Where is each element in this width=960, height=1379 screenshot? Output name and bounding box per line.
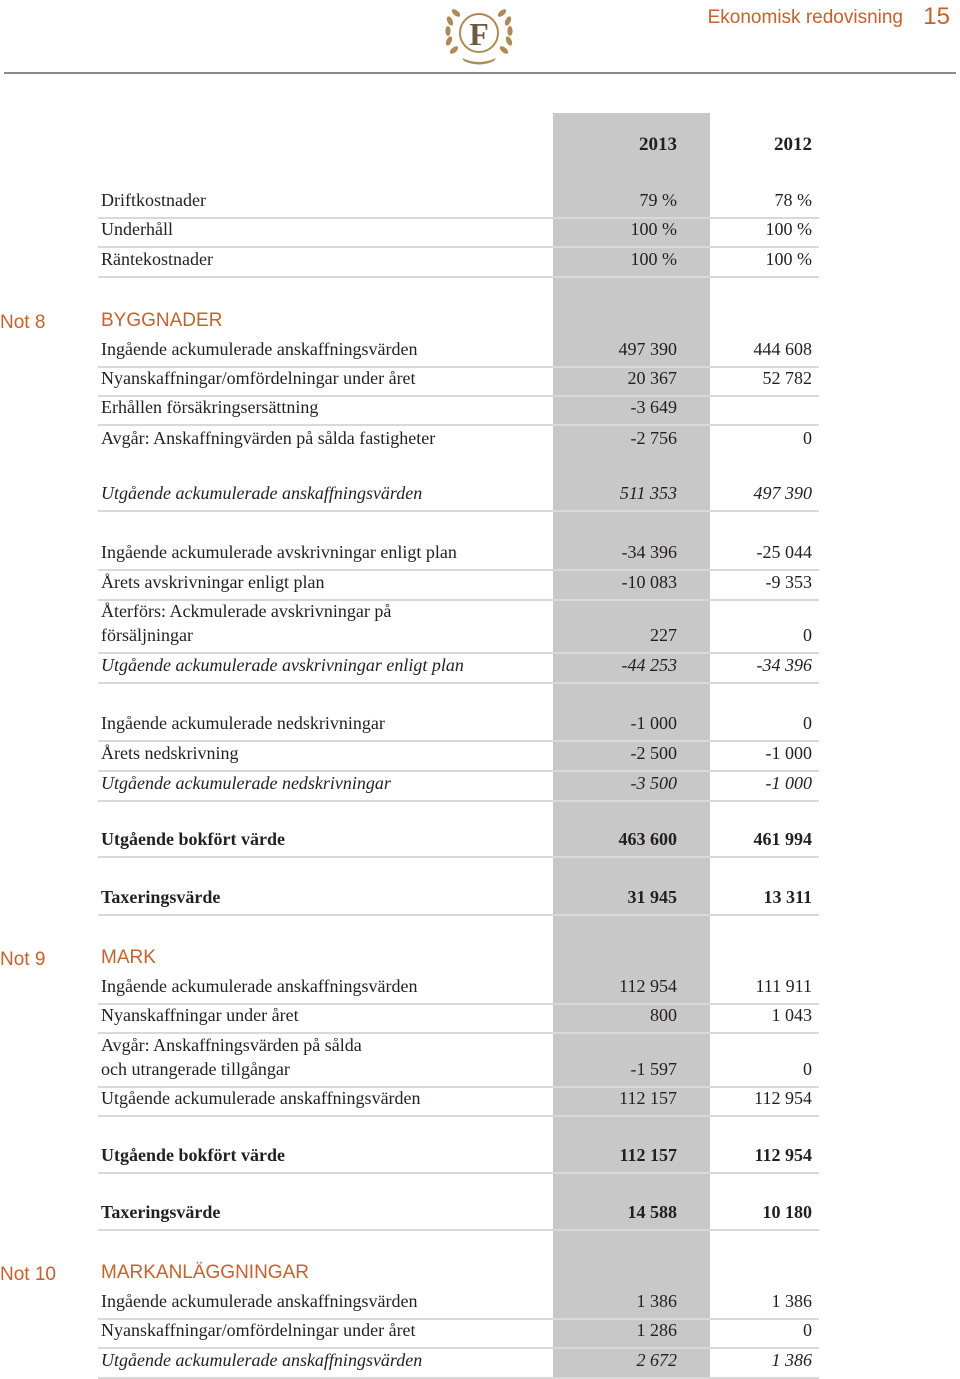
table-row (98, 188, 819, 219)
table-row (98, 1088, 819, 1117)
row-label: Utgående ackumulerade anskaffningsvärden (101, 1088, 421, 1108)
value-2012: 1 043 (771, 1005, 812, 1025)
note-10-number: Not 10 (0, 1264, 56, 1285)
value-2013: 100 % (630, 219, 677, 239)
value-2012: 13 311 (763, 887, 812, 907)
row-label: Erhållen försäkringsersättning (101, 397, 319, 417)
table-row-total (98, 884, 819, 916)
section-title: MARKANLÄGGNINGAR (101, 1262, 309, 1283)
value-2013: -3 500 (630, 773, 677, 793)
table-row-subtotal (98, 480, 819, 512)
table-row-subtotal (98, 654, 819, 684)
value-2013: -10 083 (621, 572, 677, 592)
table-row (98, 248, 819, 278)
value-2013: 463 600 (618, 829, 677, 849)
row-label: Ingående ackumulerade avskrivningar enligt plan (101, 542, 457, 562)
year-2013-header: 2013 (639, 134, 677, 155)
row-label-line-2: försäljningar (101, 625, 193, 645)
section-title: BYGGNADER (101, 310, 223, 331)
row-label: Utgående bokfört värde (101, 1145, 285, 1165)
value-2013: -3 649 (630, 397, 677, 417)
value-2012: 78 % (774, 190, 812, 210)
row-label: Ingående ackumulerade nedskrivningar (101, 713, 385, 733)
row-label: Årets nedskrivning (101, 743, 239, 763)
row-label-line-1: Avgår: Anskaffningsvärden på sålda (101, 1035, 362, 1055)
value-2013: -2 756 (630, 428, 677, 448)
value-2013: 2 672 (636, 1350, 677, 1370)
note-9-number: Not 9 (0, 949, 46, 970)
value-2012: 100 % (765, 219, 812, 239)
value-2013: -2 500 (630, 743, 677, 763)
table-row-subtotal (98, 1349, 819, 1379)
row-label-line-1: Återförs: Ackmulerade avskrivningar på (101, 601, 392, 621)
section-title: MARK (101, 947, 156, 968)
row-label: Årets avskrivningar enligt plan (101, 572, 325, 592)
value-2013: 112 157 (619, 1145, 677, 1165)
value-2012: 461 994 (753, 829, 812, 849)
value-2012: 0 (803, 1320, 812, 1340)
row-label: Underhåll (101, 219, 173, 239)
row-label: Avgår: Anskaffningvärden på sålda fastigheter (101, 428, 436, 448)
value-2012: -1 000 (765, 773, 812, 793)
table-row (98, 219, 819, 248)
value-2013: 20 367 (627, 368, 677, 388)
page-number: 15 (923, 3, 950, 30)
table-row-subtotal (98, 772, 819, 802)
value-2013: 800 (650, 1005, 677, 1025)
value-2012: -1 000 (765, 743, 812, 763)
row-label: Taxeringsvärde (101, 887, 221, 907)
value-2012: 0 (803, 625, 812, 645)
note-8-number: Not 8 (0, 312, 46, 333)
row-label: Taxeringsvärde (101, 1202, 221, 1222)
value-2013: 112 157 (619, 1088, 677, 1108)
value-2013: 1 386 (636, 1291, 677, 1311)
year-2012-header: 2012 (774, 134, 812, 155)
table-row (98, 338, 819, 368)
row-label: Driftkostnader (101, 190, 206, 210)
value-2012: 112 954 (754, 1088, 812, 1108)
note-8-heading (98, 306, 819, 338)
table-row (98, 1290, 819, 1320)
value-2013: 14 588 (627, 1202, 677, 1222)
value-2012: 0 (803, 713, 812, 733)
value-2013: -34 396 (621, 542, 677, 562)
table-row (98, 571, 819, 601)
table-row (98, 742, 819, 772)
table-row (98, 601, 819, 654)
row-label: Utgående ackumulerade anskaffningsvärden (101, 483, 423, 503)
note-9-heading (98, 943, 819, 975)
laurel-logo (440, 2, 518, 68)
value-2013: 497 390 (618, 339, 677, 359)
value-2012: 100 % (765, 249, 812, 269)
logo-letter: F (469, 16, 489, 52)
row-label: Räntekostnader (101, 249, 213, 269)
header-title: Ekonomisk redovisning (707, 7, 903, 28)
row-label: Ingående ackumulerade anskaffningsvärden (101, 1291, 418, 1311)
value-2012: -9 353 (765, 572, 812, 592)
row-label: Utgående ackumulerade anskaffningsvärden (101, 1350, 423, 1370)
value-2012: 52 782 (762, 368, 812, 388)
value-2012: 112 954 (754, 1145, 812, 1165)
table-row (98, 710, 819, 742)
table-row (98, 397, 819, 426)
table-row (98, 538, 819, 571)
value-2013: -1 597 (630, 1059, 677, 1079)
table-row (98, 1005, 819, 1034)
row-label-line-2: och utrangerade tillgångar (101, 1059, 290, 1079)
table-row (98, 1034, 819, 1088)
value-2013: 112 954 (619, 976, 677, 996)
value-2013: -1 000 (630, 713, 677, 733)
value-2012: 111 911 (755, 976, 812, 996)
table-row-total (98, 1142, 819, 1174)
row-label: Utgående bokfört värde (101, 829, 285, 849)
value-2012: 444 608 (753, 339, 812, 359)
value-2012: 0 (803, 428, 812, 448)
value-2013: 1 286 (636, 1320, 677, 1340)
value-2013: -44 253 (621, 655, 677, 675)
value-2012: -25 044 (756, 542, 812, 562)
value-2013: 79 % (639, 190, 677, 210)
table-row (98, 368, 819, 397)
row-label: Utgående ackumulerade nedskrivningar (101, 773, 391, 793)
header-rule (4, 72, 956, 74)
value-2013: 31 945 (627, 887, 677, 907)
value-2013: 100 % (630, 249, 677, 269)
value-2012: 497 390 (753, 483, 812, 503)
table-row (98, 426, 819, 455)
value-2012: 1 386 (771, 1350, 812, 1370)
table-row (98, 1320, 819, 1349)
row-label: Nyanskaffningar/omfördelningar under året (101, 1320, 416, 1340)
row-label: Nyanskaffningar/omfördelningar under året (101, 368, 416, 388)
value-2012: 1 386 (771, 1291, 812, 1311)
table-row (98, 975, 819, 1005)
row-label: Ingående ackumulerade anskaffningsvärden (101, 339, 418, 359)
note-10-heading (98, 1258, 819, 1290)
value-2012: -34 396 (756, 655, 812, 675)
table-row-total (98, 1199, 819, 1231)
value-2012: 10 180 (762, 1202, 812, 1222)
row-label: Ingående ackumulerade anskaffningsvärden (101, 976, 418, 996)
value-2013: 227 (650, 625, 677, 645)
row-label: Nyanskaffningar under året (101, 1005, 299, 1025)
value-2013: 511 353 (619, 483, 677, 503)
row-label: Utgående ackumulerade avskrivningar enligt plan (101, 655, 464, 675)
table-row-total (98, 826, 819, 858)
value-2012: 0 (803, 1059, 812, 1079)
